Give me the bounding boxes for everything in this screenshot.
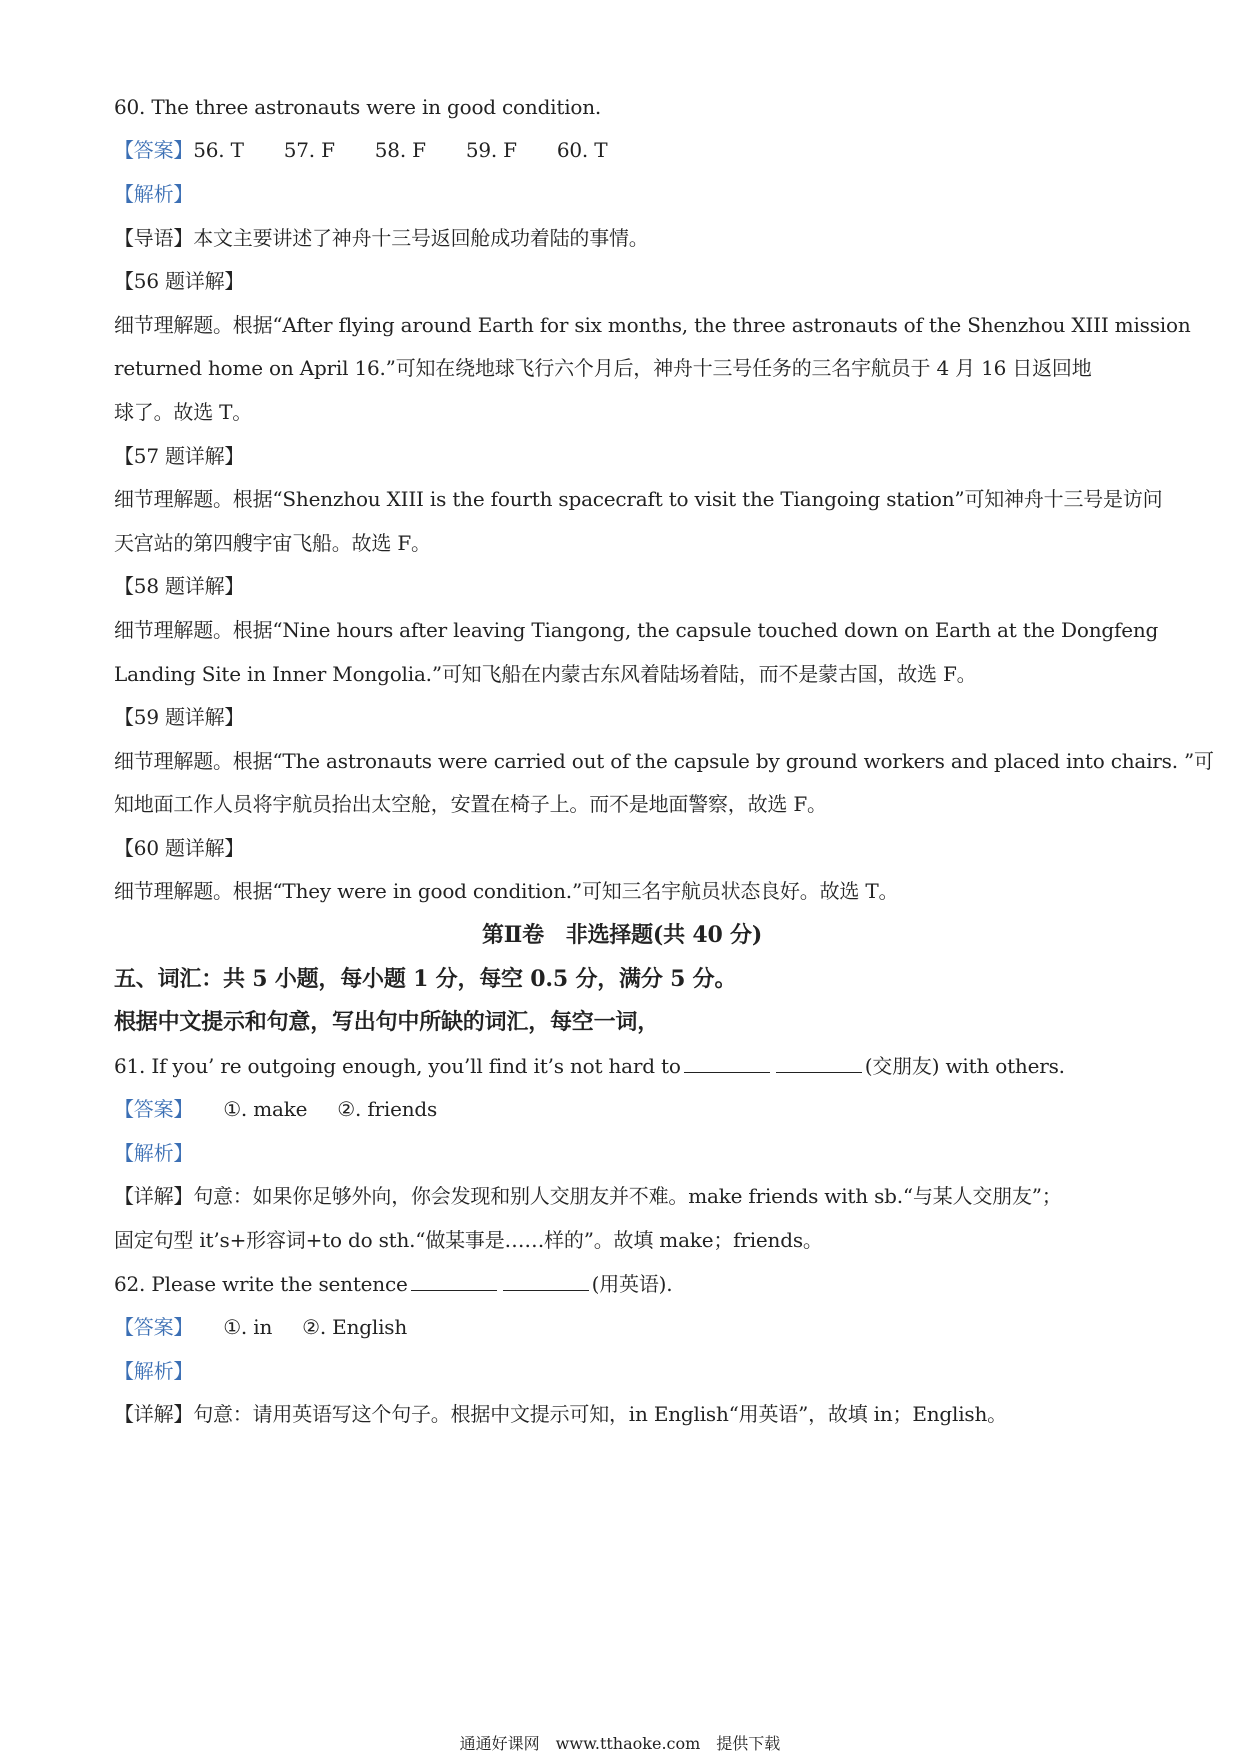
guide-line <box>114 224 649 252</box>
question-61-hint: (交朋友) with others. <box>864 1054 1065 1078</box>
question-61-text: 61. If you’ re outgoing enough, you’ll find it’s not hard to <box>114 1054 681 1078</box>
detail-tag: 【详解】 <box>114 1184 194 1208</box>
detail-61-line-1 <box>114 1182 1062 1210</box>
answer-62-2: ②. English <box>302 1315 408 1339</box>
analysis-tag: 【解析】 <box>114 182 194 206</box>
detail-56-line-1: 细节理解题。根据“After flying around Earth for six months, the three astronauts of the Shenzhou XIII mission <box>114 313 1191 337</box>
detail-61-text-1: 句意：如果你足够外向，你会发现和别人交朋友并不难。make friends with sb.“与某人交朋友”； <box>193 1184 1062 1208</box>
detail-56-title: 【56 题详解】 <box>114 269 245 293</box>
answer-58: 58. F <box>374 138 426 162</box>
detail-57-line-2: 天宫站的第四艘宇宙飞船。故选 F。 <box>114 531 431 555</box>
detail-60-line-1: 细节理解题。根据“They were in good condition.”可知三名宇航员状态良好。故选 T。 <box>114 879 899 903</box>
detail-58-line-1: 细节理解题。根据“Nine hours after leaving Tiangong, the capsule touched down on Earth at the Dongfeng <box>114 618 1159 642</box>
blank-61-2 <box>776 1052 862 1073</box>
detail-56-line-3: 球了。故选 T。 <box>114 400 253 424</box>
question-61 <box>114 1052 1065 1080</box>
detail-57-title: 【57 题详解】 <box>114 444 245 468</box>
answer-tag: 【答案】 <box>114 1315 194 1339</box>
answer-61-1: ①. make <box>223 1097 308 1121</box>
analysis-tag-62: 【解析】 <box>114 1359 194 1383</box>
answer-59: 59. F <box>465 138 517 162</box>
question-62 <box>114 1270 672 1298</box>
blank-62-2 <box>503 1270 589 1291</box>
detail-59-line-1: 细节理解题。根据“The astronauts were carried out of the capsule by ground workers and placed into chairs. ”可 <box>114 749 1214 773</box>
answer-line-56-60 <box>114 136 607 164</box>
blank-61-1 <box>684 1052 770 1073</box>
guide-tag: 【导语】 <box>114 226 194 250</box>
blank-62-1 <box>411 1270 497 1291</box>
answer-60: 60. T <box>556 138 608 162</box>
question-62-text: 62. Please write the sentence <box>114 1272 408 1296</box>
detail-59-title: 【59 题详解】 <box>114 705 245 729</box>
answer-tag: 【答案】 <box>114 138 194 162</box>
answer-62-1: ①. in <box>223 1315 273 1339</box>
detail-62-text-1: 句意：请用英语写这个句子。根据中文提示可知，in English“用英语”，故填 in；English。 <box>193 1402 1007 1426</box>
section-5-instructions: 根据中文提示和句意，写出句中所缺的词汇，每空一词， <box>114 1009 660 1035</box>
detail-62-line-1 <box>114 1400 1007 1428</box>
section-5-title: 五、词汇：共 5 小题，每小题 1 分，每空 0.5 分，满分 5 分。 <box>114 966 737 992</box>
detail-61-line-2: 固定句型 it’s+形容词+to do sth.“做某事是……样的”。故填 make；friends。 <box>114 1228 823 1252</box>
page-footer: 通通好课网 www.tthaoke.com 提供下载 <box>459 1734 781 1753</box>
detail-tag: 【详解】 <box>114 1402 194 1426</box>
answer-line-61 <box>114 1095 437 1123</box>
answer-57: 57. F <box>283 138 335 162</box>
part-2-title: 第Ⅱ卷 非选择题(共 40 分) <box>481 922 763 948</box>
question-60: 60. The three astronauts were in good condition. <box>114 95 602 119</box>
detail-58-line-2: Landing Site in Inner Mongolia.”可知飞船在内蒙古东风着陆场着陆，而不是蒙古国，故选 F。 <box>114 662 977 686</box>
question-62-hint: (用英语). <box>591 1272 673 1296</box>
detail-58-title: 【58 题详解】 <box>114 574 245 598</box>
analysis-tag-61: 【解析】 <box>114 1141 194 1165</box>
detail-56-line-2: returned home on April 16.”可知在绕地球飞行六个月后，神舟十三号任务的三名宇航员于 4 月 16 日返回地 <box>114 356 1092 380</box>
detail-59-line-2: 知地面工作人员将宇航员抬出太空舱，安置在椅子上。而不是地面警察，故选 F。 <box>114 792 827 816</box>
answer-61-2: ②. friends <box>337 1097 438 1121</box>
answer-line-62 <box>114 1313 407 1341</box>
guide-text: 本文主要讲述了神舟十三号返回舱成功着陆的事情。 <box>193 226 649 250</box>
answer-tag: 【答案】 <box>114 1097 194 1121</box>
detail-60-title: 【60 题详解】 <box>114 836 245 860</box>
answer-56: 56. T <box>193 138 244 162</box>
detail-57-line-1: 细节理解题。根据“Shenzhou XIII is the fourth spacecraft to visit the Tiangoing station”可知神舟十三号是访问 <box>114 487 1163 511</box>
